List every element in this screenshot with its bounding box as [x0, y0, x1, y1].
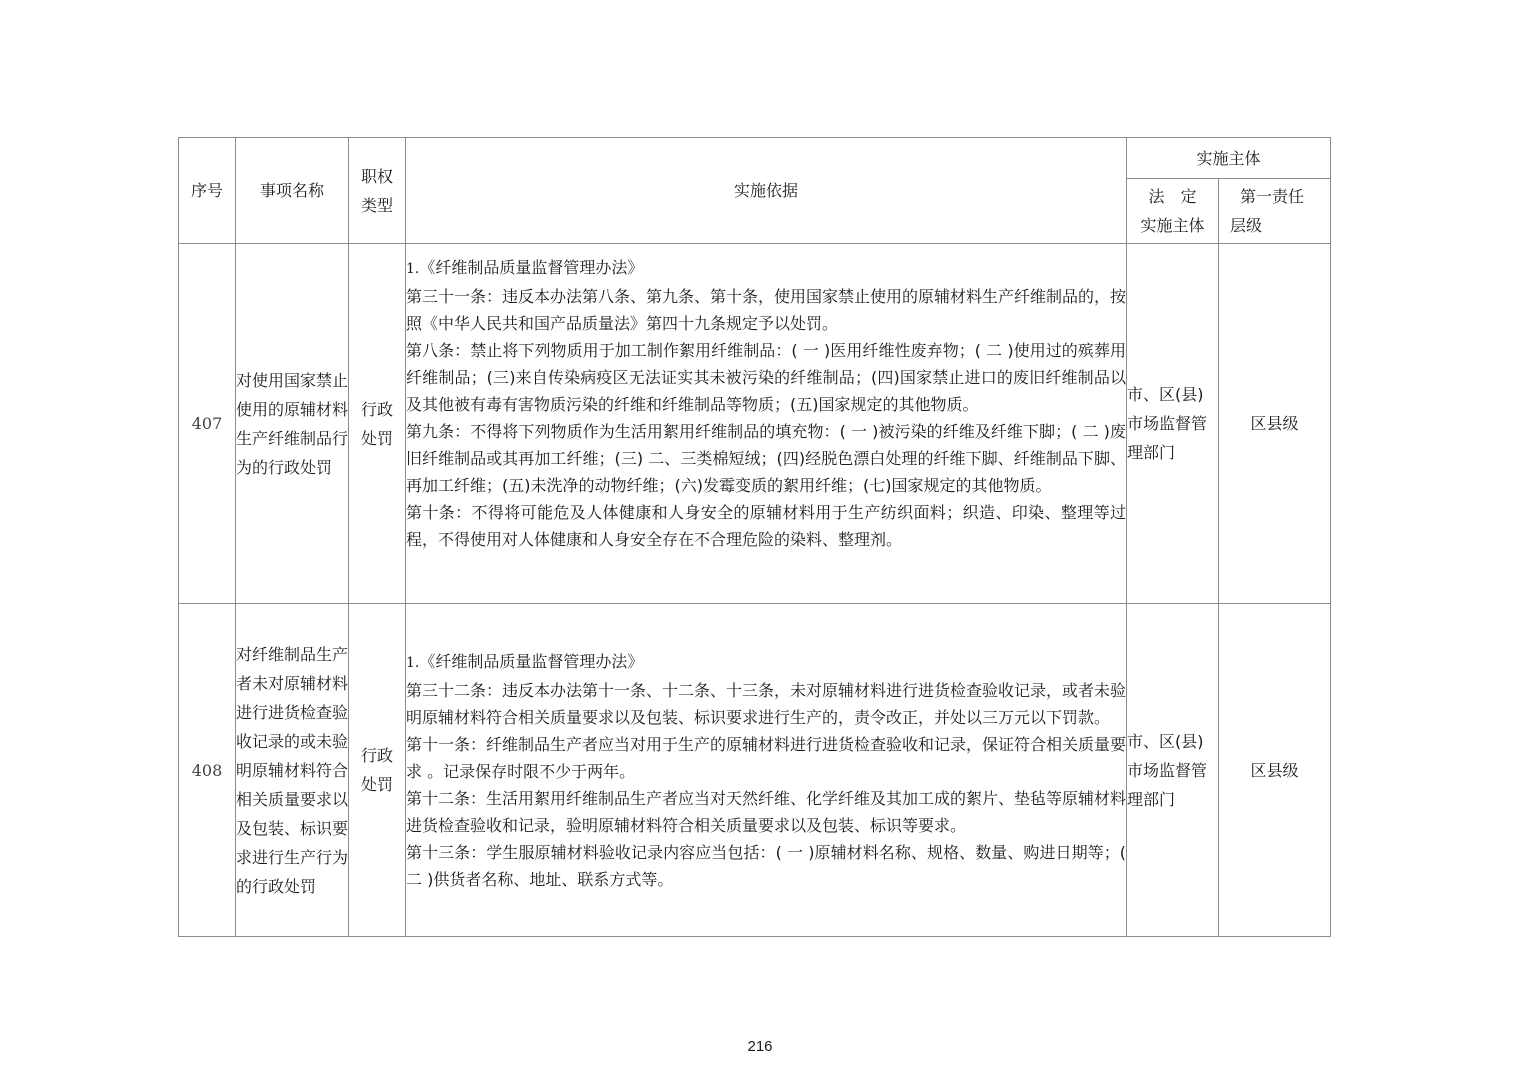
- basis-paragraph: 第三十一条：违反本办法第八条、第九条、第十条，使用国家禁止使用的原辅材料生产纤维制品的，按照《中华人民共和国产品质量法》第四十九条规定予以处罚。: [406, 287, 1127, 333]
- header-level-line1: 第一责任: [1240, 187, 1305, 206]
- header-type-line2: 类型: [360, 195, 393, 215]
- row-basis: [406, 604, 1127, 937]
- row-item-name: 对纤维制品生产者未对原辅材料进行进货检查验收记录的或未验明原辅材料符合相关质量要求以及包装、标识要求进行生产行为的行政处罚: [236, 604, 349, 937]
- basis-paragraph: 第十条：不得将可能危及人体健康和人身安全的原辅材料用于生产纺织面料；织造、印染、整理等过程，不得使用对人体健康和人身安全存在不合理危险的染料、整理剂。: [406, 503, 1126, 549]
- basis-paragraph: 第八条：禁止将下列物质用于加工制作絮用纤维制品：( 一 )医用纤维性废弃物；( 二 )使用过的殡葬用纤维制品；(三)来自传染病疫区无法证实其未被污染的纤维制品；(四)国家禁止进口的废旧纤维制品以及其他被有毒有害物质污染的纤维和纤维制品等物质；(五)国家规定的其他物质。: [406, 341, 1126, 414]
- enforcement-items-table: [178, 137, 1331, 937]
- basis-paragraph: 第十三条：学生服原辅材料验收记录内容应当包括：( 一 )原辅材料名称、规格、数量、购进日期等；( 二 )供货者名称、地址、联系方式等。: [406, 842, 1126, 889]
- header-legal-entity: [1127, 179, 1219, 244]
- basis-paragraph: 第十二条：生活用絮用纤维制品生产者应当对天然纤维、化学纤维及其加工成的絮片、垫毡等原辅材料进货检查验收和记录，验明原辅材料符合相关质量要求以及包装、标识等要求。: [406, 788, 1127, 835]
- page-number: 216: [747, 1038, 773, 1055]
- row-basis: [406, 244, 1127, 604]
- row-seq: 408: [179, 604, 236, 937]
- basis-title: 1.《纤维制品质量监督管理办法》: [406, 258, 644, 277]
- header-legal-line2: 实施主体: [1140, 216, 1205, 235]
- table-row: [179, 604, 1331, 937]
- row-power-type: 行政处罚: [349, 604, 406, 937]
- basis-paragraph: 第三十二条：违反本办法第十一条、十二条、十三条，未对原辅材料进行进货检查验收记录，或者未验明原辅材料符合相关质量要求以及包装、标识要求进行生产的，责令改正，并处以三万元以下罚款。: [406, 680, 1127, 727]
- header-level-line2: 层级: [1230, 216, 1263, 235]
- table-row: [179, 244, 1331, 604]
- basis-title: 1.《纤维制品质量监督管理办法》: [406, 651, 644, 671]
- basis-paragraph: 第十一条：纤维制品生产者应当对用于生产的原辅材料进行进货检查验收和记录，保证符合相关质量要求 。记录保存时限不少于两年。: [406, 734, 1127, 781]
- header-type: [349, 138, 406, 244]
- basis-paragraph: 第九条：不得将下列物质作为生活用絮用纤维制品的填充物：( 一 )被污染的纤维及纤维下脚；( 二 )废旧纤维制品或其再加工纤维；(三) 二、三类棉短绒；(四)经脱色漂白处理的纤维下脚、纤维制品下脚、再加工纤维；(五)未洗净的动物纤维；(六)发霉变质的絮用纤维；(七)国家规定的其他物质。: [406, 422, 1126, 495]
- row-responsibility-level: 区县级: [1219, 604, 1331, 937]
- row-legal-entity: 市、区(县)市场监督管理部门: [1127, 244, 1219, 604]
- header-basis: 实施依据: [406, 138, 1127, 244]
- header-legal-line1: 法 定: [1148, 187, 1197, 206]
- row-power-type: 行政处罚: [349, 244, 406, 604]
- header-name: 事项名称: [236, 138, 349, 244]
- header-responsibility-level: [1219, 179, 1331, 244]
- row-item-name: 对使用国家禁止使用的原辅材料生产纤维制品行为的行政处罚: [236, 244, 349, 604]
- header-seq: 序号: [179, 138, 236, 244]
- row-legal-entity: 市、区(县)市场监督管理部门: [1127, 604, 1219, 937]
- row-seq: 407: [179, 244, 236, 604]
- header-entity-group: 实施主体: [1127, 138, 1331, 179]
- row-responsibility-level: 区县级: [1219, 244, 1331, 604]
- header-type-line1: 职权: [360, 166, 393, 186]
